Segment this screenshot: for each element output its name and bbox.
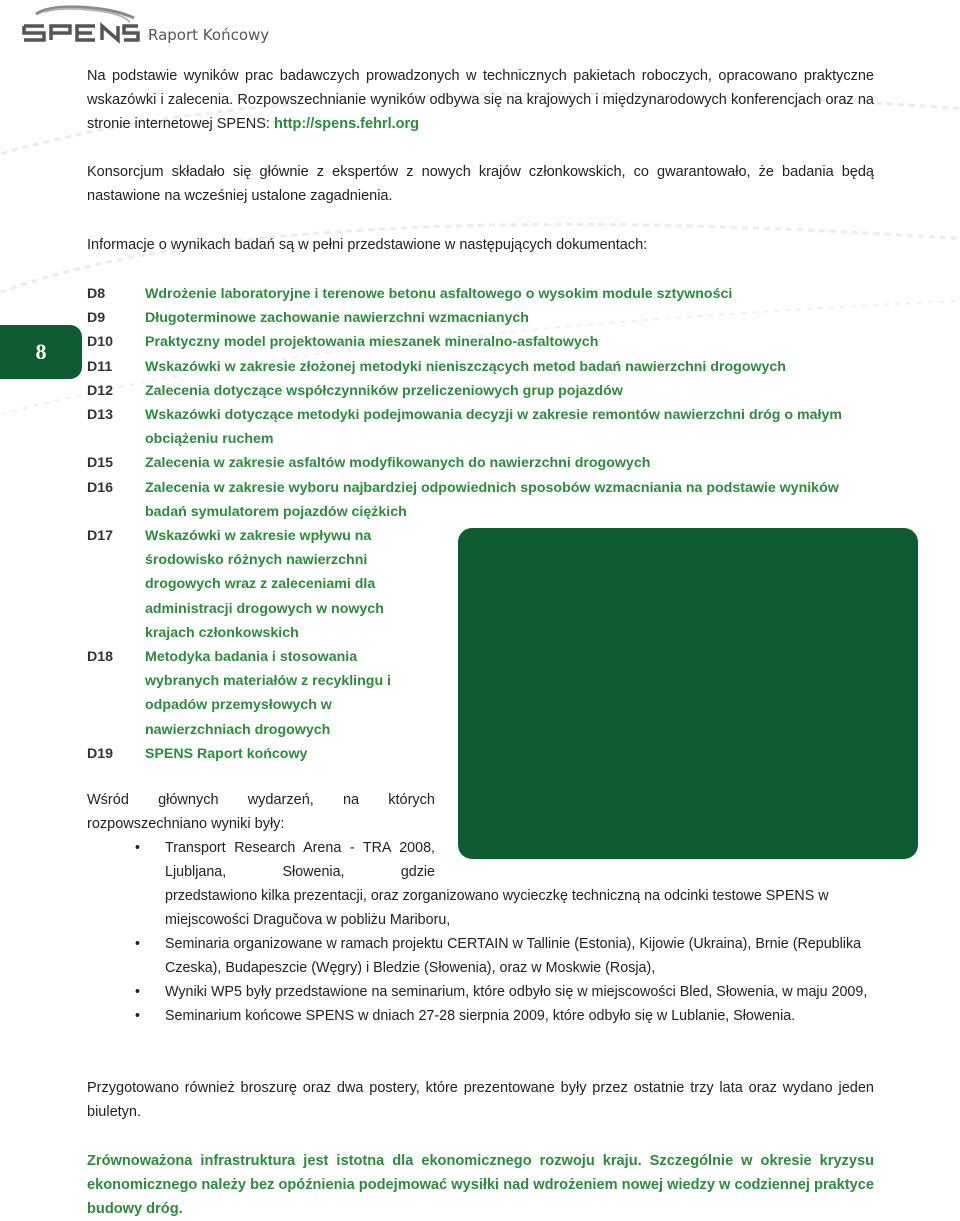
deliverable-title: SPENS Raport końcowy: [145, 745, 308, 762]
deliverable-title: Praktyczny model projektowania mieszanek mineralno-asfaltowych: [145, 334, 599, 351]
deliverable-row: [87, 330, 877, 354]
deliverable-row: [87, 476, 877, 524]
intro-text: Na podstawie wyników prac badawczych prowadzonych w technicznych pakietach roboczych, opracowano praktyczne wskazówki i zalecenia. Rozpowszechnianie wyników odbywa się na krajowych i międzynarodowych konferencjach oraz na stronie internetowej SPENS:: [87, 68, 874, 132]
documents-intro-paragraph: Informacje o wynikach badań są w pełni przedstawione w następujących dokumentach:: [87, 237, 648, 253]
deliverable-code: D13: [87, 407, 114, 424]
deliverable-code: D9: [87, 310, 106, 327]
list-item: [87, 980, 877, 1004]
deliverable-code: D8: [87, 286, 106, 302]
brochure-paragraph: Przygotowano również broszurę oraz dwa postery, które prezentowane były przez ostatnie trzy lata oraz wydano jeden biuletyn.: [87, 1080, 874, 1120]
page-number: 8: [35, 339, 47, 364]
bullet-icon: •: [135, 984, 141, 1000]
deliverable-row: [87, 379, 877, 403]
deliverable-code: D16: [87, 479, 114, 496]
event-text: przedstawiono kilka prezentacji, oraz zorganizowano wycieczkę techniczną na odcinki testowe SPENS w miejscowości Dragučova w pobliżu Mariboru,: [165, 888, 829, 928]
photo-image: [458, 528, 918, 859]
bullet-icon: •: [135, 840, 141, 856]
event-text: Seminaria organizowane w ramach projektu CERTAIN w Tallinie (Estonia), Kijowie (Ukraina), Brnie (Republika Czeska), Budapeszcie (Węgry) i Bledzie (Słowenia), oraz w Moskwie (Rosja),: [165, 936, 862, 976]
deliverable-title: Długoterminowe zachowanie nawierzchni wzmacnianych: [145, 310, 529, 327]
event-text: Wyniki WP5 były przedstawione na seminarium, które odbyło się w miejscowości Bled, Słowenia, w maju 2009,: [165, 984, 868, 1000]
bullet-icon: •: [135, 1008, 141, 1024]
deliverable-title: Wskazówki w zakresie złożonej metodyki nieniszczących metod badań nawierzchni drogowych: [145, 358, 786, 375]
deliverable-code: D19: [87, 745, 114, 762]
deliverable-title: Wdrożenie laboratoryjne i terenowe betonu asfaltowego o wysokim module sztywności: [145, 286, 733, 302]
spens-website-link[interactable]: http://spens.fehrl.org: [273, 116, 419, 132]
deliverable-code: D17: [87, 528, 114, 545]
deliverable-title: Zalecenia dotyczące współczynników przeliczeniowych grup pojazdów: [145, 382, 623, 399]
deliverable-row: [87, 355, 877, 379]
events-list: [87, 836, 877, 1028]
deliverable-row: [87, 306, 877, 330]
event-text: Transport Research Arena - TRA 2008, Ljubljana, Słowenia, gdzie: [165, 840, 435, 880]
list-item: [87, 1004, 877, 1028]
deliverable-row: [87, 282, 877, 306]
page-number-tab: [0, 325, 82, 379]
report-subtitle: Raport Końcowy: [148, 26, 270, 44]
deliverable-code: D18: [87, 649, 114, 666]
deliverable-title: Metodyka badania i stosowania wybranych materiałów z recyklingu i odpadów przemysłowych w nawierzchniach drogowych: [145, 649, 392, 738]
intro-paragraph: [87, 64, 874, 136]
consortium-paragraph: Konsorcjum składało się głównie z ekspertów z nowych krajów członkowskich, co gwarantowało, że badania będą nastawione na wcześniej ustalone zagadnienia.: [87, 164, 874, 204]
list-item: [87, 836, 877, 932]
bullet-icon: •: [135, 936, 141, 952]
deliverable-code: D10: [87, 334, 114, 351]
deliverable-row: [87, 403, 877, 451]
spens-logo: [22, 4, 140, 44]
deliverable-title: Wskazówki dotyczące metodyki podejmowania decyzji w zakresie remontów nawierzchni dróg o małym obciążeniu ruchem: [145, 407, 842, 448]
event-text: Seminarium końcowe SPENS w dniach 27-28 sierpnia 2009, które odbyło się w Lublanie, Słowenia.: [165, 1008, 796, 1024]
deliverable-title: Zalecenia w zakresie asfaltów modyfikowanych do nawierzchni drogowych: [145, 455, 651, 472]
deliverable-code: D15: [87, 455, 114, 472]
deliverable-title: Zalecenia w zakresie wyboru najbardziej odpowiednich sposobów wzmacniania na podstawie wyników badań symulatorem pojazdów ciężkich: [145, 479, 839, 520]
list-item: [87, 932, 877, 980]
events-intro: Wśród głównych wydarzeń, na których rozpowszechniano wyniki były:: [87, 792, 435, 832]
deliverable-code: D11: [87, 358, 113, 375]
closing-statement: Zrównoważona infrastruktura jest istotna dla ekonomicznego rozwoju kraju. Szczególnie w okresie kryzysu ekonomicznego należy bez opóźnienia podejmować wysiłki nad wdrożeniem nowej wiedzy w codziennej praktyce budowy dróg.: [87, 1153, 874, 1217]
deliverable-code: D12: [87, 382, 114, 399]
deliverable-title: Wskazówki w zakresie wpływu na środowisko różnych nawierzchni drogowych wraz z zaleceniami dla administracji drogowych w nowych krajach członkowskich: [145, 528, 384, 641]
deliverable-row: [87, 451, 877, 475]
